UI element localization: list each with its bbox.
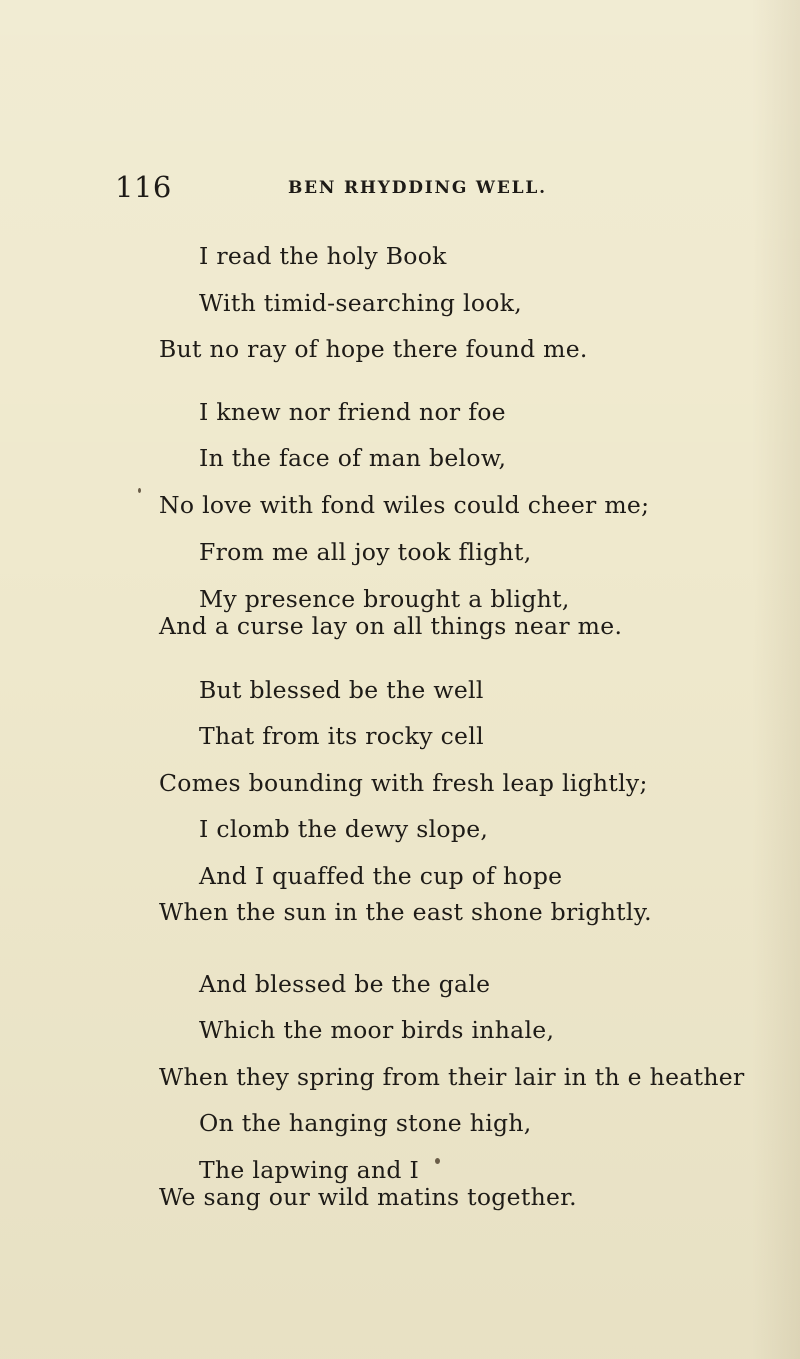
verse-line: And a curse lay on all things near me. [159, 612, 623, 640]
verse-line: And blessed be the gale [199, 970, 491, 998]
verse-line: With timid-searching look, [199, 289, 523, 317]
verse-line: No love with fond wiles could cheer me; [159, 491, 650, 519]
verse-line: When they spring from their lair in th e heather [159, 1063, 745, 1091]
verse-line: I read the holy Book [199, 242, 447, 270]
verse-line: I clomb the dewy slope, [199, 815, 489, 843]
verse-line: The lapwing and I [199, 1156, 420, 1184]
verse-line: And I quaffed the cup of hope [199, 862, 563, 890]
verse-line: We sang our wild matins together. [159, 1183, 577, 1211]
verse-line: But blessed be the well [199, 676, 484, 704]
verse-line: My presence brought a blight, [199, 585, 570, 613]
page-number: 116 [115, 170, 172, 204]
verse-line: I knew nor friend nor foe [199, 398, 506, 426]
verse-line: On the hanging stone high, [199, 1109, 532, 1137]
ink-speck [138, 488, 141, 493]
verse-line: But no ray of hope there found me. [159, 335, 588, 363]
verse-line: When the sun in the east shone brightly. [159, 898, 652, 926]
page-header [0, 170, 800, 204]
verse-line: From me all joy took flight, [199, 538, 532, 566]
ink-speck [435, 1158, 440, 1164]
verse-line: That from its rocky cell [199, 722, 484, 750]
running-title: BEN RHYDDING WELL. [288, 178, 547, 198]
verse-line: Which the moor birds inhale, [199, 1016, 555, 1044]
verse-line: Comes bounding with fresh leap lightly; [159, 769, 648, 797]
verse-line: In the face of man below, [199, 444, 507, 472]
